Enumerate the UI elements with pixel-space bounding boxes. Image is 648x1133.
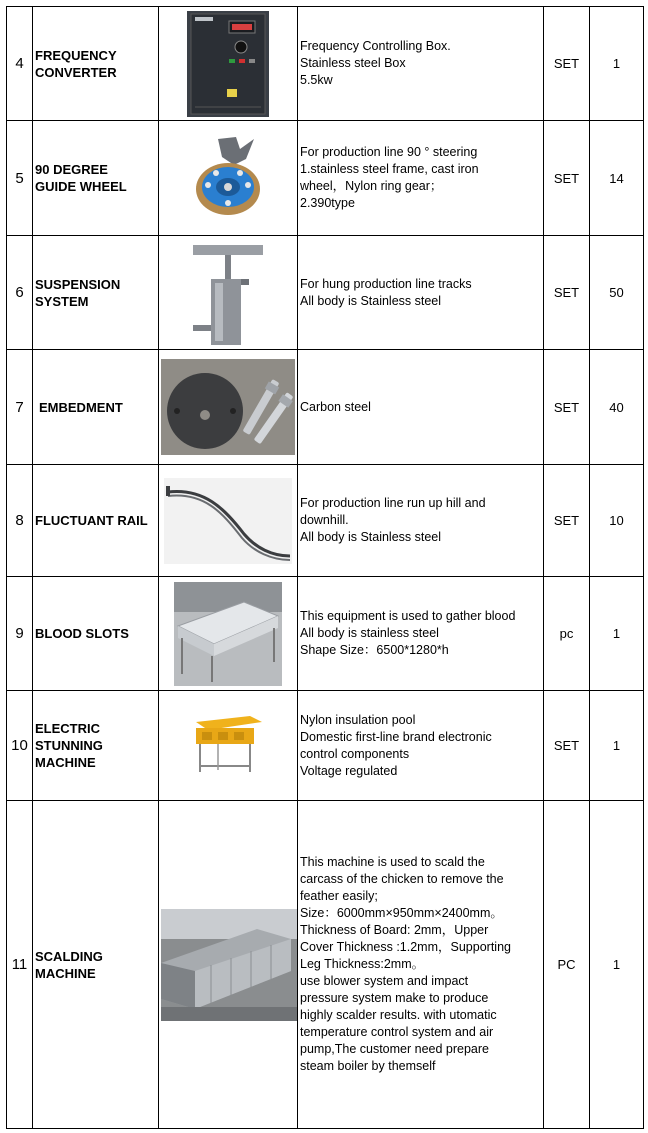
stunning-machine-photo — [188, 714, 268, 778]
item-description: For production line 90 ° steering 1.stainless steel frame, cast iron wheel，Nylon ring gear； 2.390type — [298, 121, 544, 236]
item-name: SUSPENSION SYSTEM — [33, 236, 159, 350]
row-number: 6 — [7, 236, 33, 350]
item-description: This machine is used to scald the carcass of the chicken to remove the feather easily; Size：6000mm×950mm×2400mm。 Thickness of Board: 2mm，Upper Cover Thickness :1.2mm，Supporting Leg Thickness:2mm。 use blower system and impact pressure system make to produce highly scalder results. with utomatic temperature control system and air pump,The customer need prepare steam boiler by themself — [298, 801, 544, 1129]
row-number: 8 — [7, 465, 33, 577]
item-unit: pc — [544, 577, 590, 691]
item-quantity: 40 — [590, 350, 644, 465]
item-unit: SET — [544, 465, 590, 577]
table-row — [7, 236, 644, 350]
item-description: Carbon steel — [298, 350, 544, 465]
item-picture — [159, 465, 298, 577]
item-picture — [159, 350, 298, 465]
item-name: ELECTRIC STUNNING MACHINE — [33, 691, 159, 801]
row-number: 4 — [7, 7, 33, 121]
table-row — [7, 121, 644, 236]
row-number: 11 — [7, 801, 33, 1129]
item-quantity: 1 — [590, 801, 644, 1129]
suspension-system-render — [193, 239, 263, 347]
embedment-photo — [161, 359, 295, 455]
blood-slots-photo — [174, 582, 282, 686]
equipment-table — [6, 6, 644, 1129]
item-name: FREQUENCY CONVERTER — [33, 7, 159, 121]
item-quantity: 14 — [590, 121, 644, 236]
table-row — [7, 350, 644, 465]
item-picture — [159, 236, 298, 350]
table-row — [7, 465, 644, 577]
item-unit: SET — [544, 121, 590, 236]
item-description: Nylon insulation pool Domestic first-line brand electronic control components Voltage regulated — [298, 691, 544, 801]
item-picture — [159, 801, 298, 1129]
item-quantity: 10 — [590, 465, 644, 577]
table-row — [7, 7, 644, 121]
row-number: 7 — [7, 350, 33, 465]
item-unit: SET — [544, 7, 590, 121]
scalding-machine-photo — [161, 909, 297, 1021]
item-unit: SET — [544, 236, 590, 350]
item-name: FLUCTUANT RAIL — [33, 465, 159, 577]
table-row — [7, 691, 644, 801]
guide-wheel-photo — [188, 135, 268, 221]
item-name: BLOOD SLOTS — [33, 577, 159, 691]
item-unit: PC — [544, 801, 590, 1129]
row-number: 9 — [7, 577, 33, 691]
item-unit: SET — [544, 350, 590, 465]
item-quantity: 50 — [590, 236, 644, 350]
frequency-converter-photo — [187, 11, 269, 117]
table-row — [7, 577, 644, 691]
item-description: This equipment is used to gather blood All body is stainless steel Shape Size：6500*1280*h — [298, 577, 544, 691]
item-description: For hung production line tracks All body is Stainless steel — [298, 236, 544, 350]
item-picture — [159, 7, 298, 121]
item-description: For production line run up hill and downhill. All body is Stainless steel — [298, 465, 544, 577]
row-number: 10 — [7, 691, 33, 801]
item-picture — [159, 577, 298, 691]
table-row — [7, 801, 644, 1129]
item-description: Frequency Controlling Box. Stainless steel Box 5.5kw — [298, 7, 544, 121]
row-number: 5 — [7, 121, 33, 236]
item-quantity: 1 — [590, 577, 644, 691]
item-name: 90 DEGREE GUIDE WHEEL — [33, 121, 159, 236]
item-quantity: 1 — [590, 7, 644, 121]
fluctuant-rail-render — [164, 478, 292, 564]
item-picture — [159, 691, 298, 801]
item-quantity: 1 — [590, 691, 644, 801]
item-unit: SET — [544, 691, 590, 801]
item-name: EMBEDMENT — [33, 350, 159, 465]
item-picture — [159, 121, 298, 236]
item-name: SCALDING MACHINE — [33, 801, 159, 1129]
